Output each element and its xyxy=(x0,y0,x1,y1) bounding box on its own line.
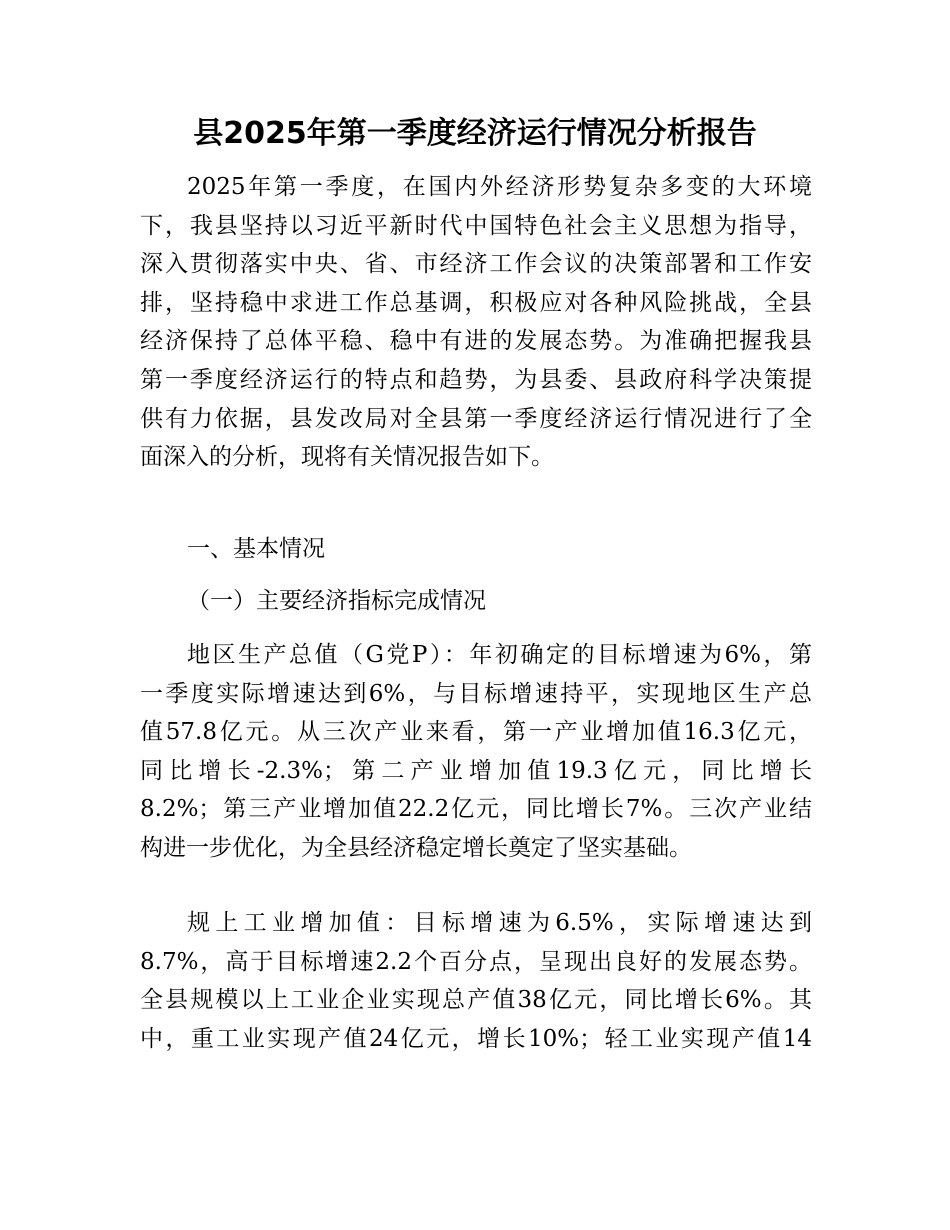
document-title: 县2025年第一季度经济运行情况分析报告 xyxy=(193,116,757,151)
intro-paragraph xyxy=(140,168,812,477)
gdp-line: 8.2%；第三产业增加值22.2亿元，同比增长7%。三次产业结 xyxy=(140,796,812,823)
intro-line: 排，坚持稳中求进工作总基调，积极应对各种风险挑战，全县 xyxy=(140,289,812,316)
intro-line: 2025年第一季度，在国内外经济形势复杂多变的大环境 xyxy=(187,174,812,200)
gdp-line: 一季度实际增速达到6%，与目标增速持平，实现地区生产总 xyxy=(140,680,812,707)
intro-line: 第一季度经济运行的特点和趋势，为县委、县政府科学决策提 xyxy=(140,366,812,393)
industry-line: 规上工业增加值：目标增速为6.5%，实际增速达到 xyxy=(187,910,812,936)
gdp-line: 构进一步优化，为全县经济稳定增长奠定了坚实基础。 xyxy=(140,834,692,861)
gdp-line: 值57.8亿元。从三次产业来看，第一产业增加值16.3亿元， xyxy=(140,719,812,746)
industry-line: 中，重工业实现产值24亿元，增长10%；轻工业实现产值14 xyxy=(140,1025,812,1052)
intro-line: 面深入的分析，现将有关情况报告如下。 xyxy=(140,444,554,471)
industry-line: 8.7%，高于目标增速2.2个百分点，呈现出良好的发展态势。 xyxy=(140,948,812,975)
intro-line: 供有力依据，县发改局对全县第一季度经济运行情况进行了全 xyxy=(140,405,812,432)
industry-paragraph xyxy=(140,904,812,1058)
gdp-paragraph xyxy=(140,636,812,868)
intro-line: 深入贯彻落实中央、省、市经济工作会议的决策部署和工作安 xyxy=(140,251,812,278)
industry-line: 全县规模以上工业企业实现总产值38亿元，同比增长6%。其 xyxy=(140,987,812,1014)
gdp-line: 地区生产总值（G党P）：年初确定的目标增速为6%，第 xyxy=(187,642,812,668)
subsection-heading: （一）主要经济指标完成情况 xyxy=(187,588,486,614)
section-heading: 一、基本情况 xyxy=(187,536,325,562)
gdp-line: 同比增长-2.3%；第二产业增加值19.3亿元，同比增长 xyxy=(140,757,812,784)
intro-line: 下，我县坚持以习近平新时代中国特色社会主义思想为指导， xyxy=(140,212,812,239)
intro-line: 经济保持了总体平稳、稳中有进的发展态势。为准确把握我县 xyxy=(140,328,812,355)
